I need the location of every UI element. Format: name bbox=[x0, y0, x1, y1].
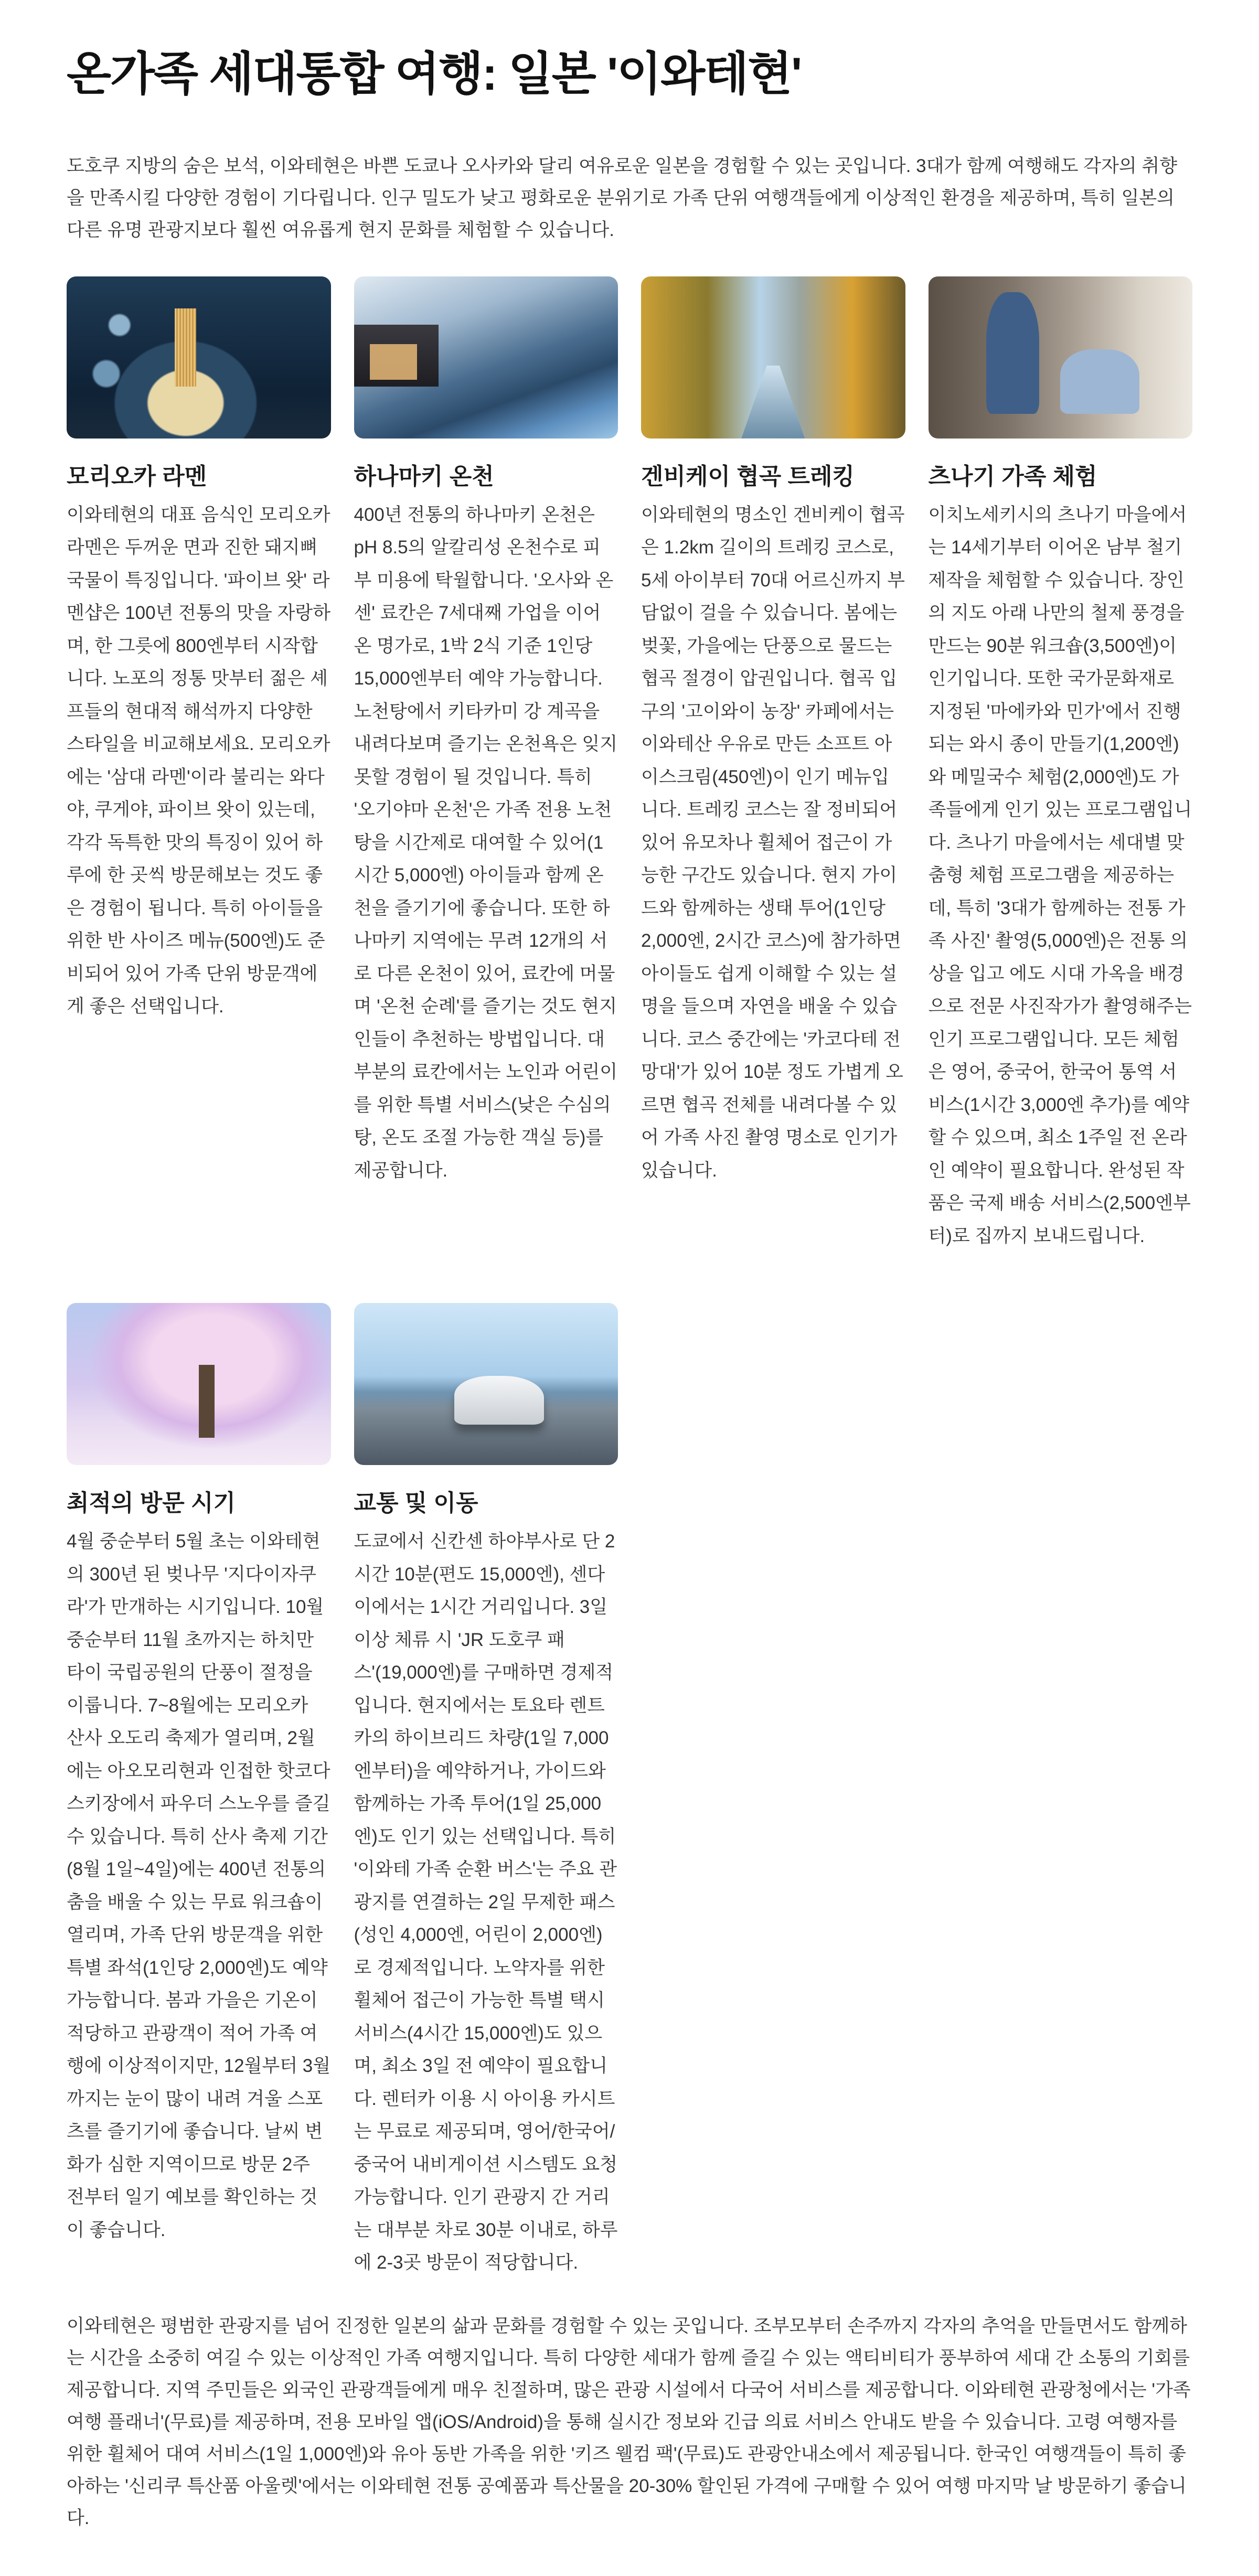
card-body: 이치노세키시의 츠나기 마을에서는 14세기부터 이어온 남부 철기 제작을 체험할 수 있습니다. 장인의 지도 아래 나만의 철제 풍경을 만드는 90분 워크숍(3,500엔)이 인기입니다. 또한 국가문화재로 지정된 '마에카와 민가'에서 진행되는 와시 종이 만들기(1,200엔)와 메밀국수 체험(2,000엔)도 가족들에게 인기 있는 프로그램입니다. 츠나기 마을에서는 세대별 맞춤형 체험 프로그램을 제공하는데, 특히 '3대가 함께하는 전통 가족 사진' 촬영(5,000엔)은 전통 의상을 입고 에도 시대 가옥을 배경으로 전문 사진작가가 촬영해주는 인기 프로그램입니다. 모든 체험은 영어, 중국어, 한국어 통역 서비스(1시간 3,000엔 추가)를 예약할 수 있으며, 최소 1주일 전 온라인 예약이 필요합니다. 완성된 작품은 국제 배송 서비스(2,500엔부터)로 집까지 보내드립니다. bbox=[928, 504, 1192, 1246]
intro-paragraph: 도호쿠 지방의 숨은 보석, 이와테현은 바쁜 도쿄나 오사카와 달리 여유로운 일본을 경험할 수 있는 곳입니다. 3대가 함께 여행해도 각자의 취향을 만족시킬 다양한 경험이 기다립니다. 인구 밀도가 낮고 평화로운 분위기로 가족 단위 여행객들에게 이상적인 환경을 제공하며, 특히 일본의 다른 유명 관광지보다 훨씬 여유롭게 현지 문화를 체험할 수 있습니다. bbox=[67, 155, 1178, 240]
trekking-image bbox=[641, 276, 905, 439]
family-workshop-image bbox=[929, 276, 1193, 439]
card-heading: 츠나기 가족 체험 bbox=[928, 463, 1097, 489]
card-grid bbox=[67, 276, 1192, 2280]
card-body: 400년 전통의 하나마키 온천은 pH 8.5의 알칼리성 온천수로 피부 미용에 탁월합니다. '오사와 온센' 료칸은 7세대째 가업을 이어온 명가로, 1박 2식 기준 1인당 15,000엔부터 예약 가능합니다. 노천탕에서 키타카미 강 계곡을 내려다보며 즐기는 온천욕은 잊지 못할 경험이 될 것입니다. 특히 '오기야마 온천'은 가족 전용 노천탕을 시간제로 대여할 수 있어(1시간 5,000엔) 아이들과 함께 온천을 즐기기에 좋습니다. 또한 하나마키 지역에는 무려 12개의 서로 다른 온천이 있어, 료칸에 머물며 '온천 순례'를 즐기는 것도 현지인들이 추천하는 방법입니다. 대부분의 료칸에서는 노인과 어린이를 위한 특별 서비스(낮은 수심의 탕, 온도 조절 가능한 객실 등)를 제공합니다. bbox=[354, 504, 618, 1181]
onsen-image bbox=[354, 276, 618, 439]
card-heading: 모리오카 라멘 bbox=[67, 463, 207, 489]
card-morioka-ramen bbox=[67, 276, 331, 1253]
car-image bbox=[354, 1303, 618, 1465]
ramen-image bbox=[67, 276, 331, 439]
page-title: 온가족 세대통합 여행: 일본 '이와테현' bbox=[67, 48, 802, 100]
card-heading: 겐비케이 협곡 트레킹 bbox=[641, 463, 855, 489]
cherry-blossom-image bbox=[67, 1303, 331, 1465]
card-heading: 하나마키 온천 bbox=[354, 463, 494, 489]
card-heading: 교통 및 이동 bbox=[354, 1490, 478, 1516]
card-best-season bbox=[67, 1303, 331, 2280]
card-body: 이와테현의 대표 음식인 모리오카 라멘은 두꺼운 면과 진한 돼지뼈 국물이 특징입니다. '파이브 왓' 라멘샵은 100년 전통의 맛을 자랑하며, 한 그릇에 800엔부터 시작합니다. 노포의 정통 맛부터 젊은 셰프들의 현대적 해석까지 다양한 스타일을 비교해보세요. 모리오카에는 '삼대 라멘'이라 불리는 와다야, 쿠게야, 파이브 왓이 있는데, 각각 독특한 맛의 특징이 있어 하루에 한 곳씩 방문해보는 것도 좋은 경험이 됩니다. 특히 아이들을 위한 반 사이즈 메뉴(500엔)도 준비되어 있어 가족 단위 방문객에게 좋은 선택입니다. bbox=[67, 504, 331, 1017]
card-tsunagi-family bbox=[929, 276, 1193, 1253]
card-genbikei-trekking bbox=[641, 276, 905, 1253]
card-body: 이와테현의 명소인 겐비케이 협곡은 1.2km 길이의 트레킹 코스로, 5세 아이부터 70대 어르신까지 부담없이 걸을 수 있습니다. 봄에는 벚꽃, 가을에는 단풍으로 물드는 협곡 절경이 압권입니다. 협곡 입구의 '고이와이 농장' 카페에서는 이와테산 우유로 만든 소프트 아이스크림(450엔)이 인기 메뉴입니다. 트레킹 코스는 잘 정비되어 있어 유모차나 휠체어 접근이 가능한 구간도 있습니다. 현지 가이드와 함께하는 생태 투어(1인당 2,000엔, 2시간 코스)에 참가하면 아이들도 쉽게 이해할 수 있는 설명을 들으며 자연을 배울 수 있습니다. 코스 중간에는 '카코다테 전망대'가 있어 10분 정도 가볍게 오르면 협곡 전체를 내려다볼 수 있어 가족 사진 촬영 명소로 인기가 있습니다. bbox=[641, 504, 905, 1181]
card-heading: 최적의 방문 시기 bbox=[67, 1490, 236, 1516]
card-body: 도쿄에서 신칸센 하야부사로 단 2시간 10분(편도 15,000엔), 센다이에서는 1시간 거리입니다. 3일 이상 체류 시 'JR 도호쿠 패스'(19,000엔)를 구매하면 경제적입니다. 현지에서는 토요타 렌트카의 하이브리드 차량(1일 7,000엔부터)을 예약하거나, 가이드와 함께하는 가족 투어(1일 25,000엔)도 인기 있는 선택입니다. 특히 '이와테 가족 순환 버스'는 주요 관광지를 연결하는 2일 무제한 패스(성인 4,000엔, 어린이 2,000엔)로 경제적입니다. 노약자를 위한 휠체어 접근이 가능한 특별 택시 서비스(4시간 15,000엔)도 있으며, 최소 3일 전 예약이 필요합니다. 렌터카 이용 시 아이용 카시트는 무료로 제공되며, 영어/한국어/중국어 내비게이션 시스템도 요청 가능합니다. 인기 관광지 간 거리는 대부분 차로 30분 이내로, 하루에 2-3곳 방문이 적당합니다. bbox=[354, 1531, 618, 2273]
card-hanamaki-onsen bbox=[354, 276, 618, 1253]
card-transport bbox=[354, 1303, 618, 2280]
closing-paragraph: 이와테현은 평범한 관광지를 넘어 진정한 일본의 삶과 문화를 경험할 수 있는 곳입니다. 조부모부터 손주까지 각자의 추억을 만들면서도 함께하는 시간을 소중히 여길 수 있는 이상적인 가족 여행지입니다. 특히 다양한 세대가 함께 즐길 수 있는 액티비티가 풍부하여 세대 간 소통의 기회를 제공합니다. 지역 주민들은 외국인 관광객들에게 매우 친절하며, 많은 관광 시설에서 다국어 서비스를 제공합니다. 이와테현 관광청에서는 '가족 여행 플래너'(무료)를 제공하며, 전용 모바일 앱(iOS/Android)을 통해 실시간 정보와 긴급 의료 서비스 안내도 받을 수 있습니다. 고령 여행자를 위한 휠체어 대여 서비스(1일 1,000엔)와 유아 동반 가족을 위한 '키즈 웰컴 팩'(무료)도 관광안내소에서 제공됩니다. 한국인 여행객들이 특히 좋아하는 '신리쿠 특산품 아울렛'에서는 이와테현 전통 공예품과 특산물을 20-30% 할인된 가격에 구매할 수 있어 여행 마지막 날 방문하기 좋습니다. bbox=[67, 2315, 1191, 2528]
card-body: 4월 중순부터 5월 초는 이와테현의 300년 된 벚나무 '지다이자쿠라'가 만개하는 시기입니다. 10월 중순부터 11월 초까지는 하치만타이 국립공원의 단풍이 절정을 이룹니다. 7~8월에는 모리오카 산사 오도리 축제가 열리며, 2월에는 아오모리현과 인접한 핫코다 스키장에서 파우더 스노우를 즐길 수 있습니다. 특히 산사 축제 기간(8월 1일~4일)에는 400년 전통의 춤을 배울 수 있는 무료 워크숍이 열리며, 가족 단위 방문객을 위한 특별 좌석(1인당 2,000엔)도 예약 가능합니다. 봄과 가을은 기온이 적당하고 관광객이 적어 가족 여행에 이상적이지만, 12월부터 3월까지는 눈이 많이 내려 겨울 스포츠를 즐기기에 좋습니다. 날씨 변화가 심한 지역이므로 방문 2주 전부터 일기 예보를 확인하는 것이 좋습니다. bbox=[67, 1531, 331, 2240]
